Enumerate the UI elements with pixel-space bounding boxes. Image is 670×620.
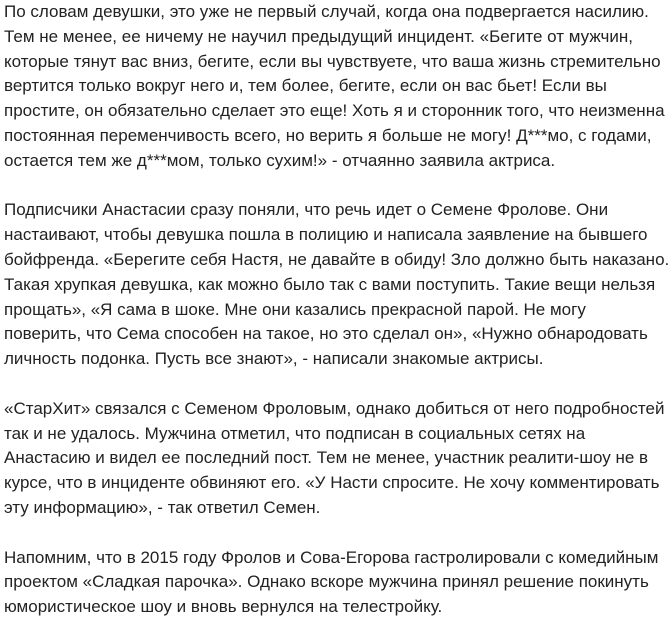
text-line: бойфренда. «Берегите себя Настя, не давайте в обиду! Зло должно быть наказано.: [4, 249, 670, 269]
text-line: курсе, что в инциденте обвиняют его. «У Насти спросите. Не хочу комментировать: [4, 473, 660, 493]
paragraph-4: [4, 546, 666, 620]
text-line: настаивают, чтобы девушка пошла в полицию и написала заявление на бывшего: [4, 225, 648, 245]
text-line: По словам девушки, это уже не первый случай, когда она подвергается насилию.: [4, 2, 649, 21]
paragraph-3: [4, 397, 666, 521]
text-line: простите, он обязательно сделает это еще! Хоть я и сторонник того, что неизменна: [4, 101, 665, 121]
paragraph-1: [4, 0, 666, 174]
text-line: Такая хрупкая девушка, как можно было так с вами поступить. Такие вещи нельзя: [4, 274, 656, 294]
text-line: Тем не менее, ее ничему не научил предыдущий инцидент. «Бегите от мужчин,: [4, 26, 633, 46]
text-line: Анастасию и видел ее последний пост. Тем не менее, участник реалити-шоу не в: [4, 448, 649, 468]
text-line: прощать», «Я сама в шоке. Мне они казались прекрасной парой. Не могу: [4, 299, 586, 319]
text-line: которые тянут вас вниз, бегите, если вы чувствуете, что ваша жизнь стремительно: [4, 51, 661, 71]
text-line: «СтарХит» связался с Семеном Фроловым, однако добиться от него подробностей: [4, 398, 665, 418]
text-line: Напомним, что в 2015 году Фролов и Сова-Егорова гастролировали с комедийным: [4, 547, 659, 567]
paragraph-2: [4, 198, 670, 372]
text-line: проектом «Сладкая парочка». Однако вскоре мужчина принял решение покинуть: [4, 572, 649, 592]
text-line: личность подонка. Пусть все знают», - написали знакомые актрисы.: [4, 349, 544, 369]
text-line: вертится только вокруг него и, тем более, бегите, если он вас бьет! Если вы: [4, 76, 607, 96]
text-line: юмористическое шоу и вновь вернулся на телестройку.: [4, 597, 443, 617]
text-line: эту информацию», - так ответил Семен.: [4, 497, 321, 517]
text-line: остается тем же д***мом, только сухим!» - отчаянно заявила актриса.: [4, 150, 556, 170]
text-line: поверить, что Сема способен на такое, но это сделал он», «Нужно обнародовать: [4, 324, 648, 344]
text-line: Подписчики Анастасии сразу поняли, что речь идет о Семене Фролове. Они: [4, 200, 609, 220]
text-line: постоянная переменчивость всего, но верить я больше не могу! Д***мо, с годами,: [4, 125, 652, 145]
text-line: так и не удалось. Мужчина отметил, что подписан в социальных сетях на: [4, 423, 586, 443]
